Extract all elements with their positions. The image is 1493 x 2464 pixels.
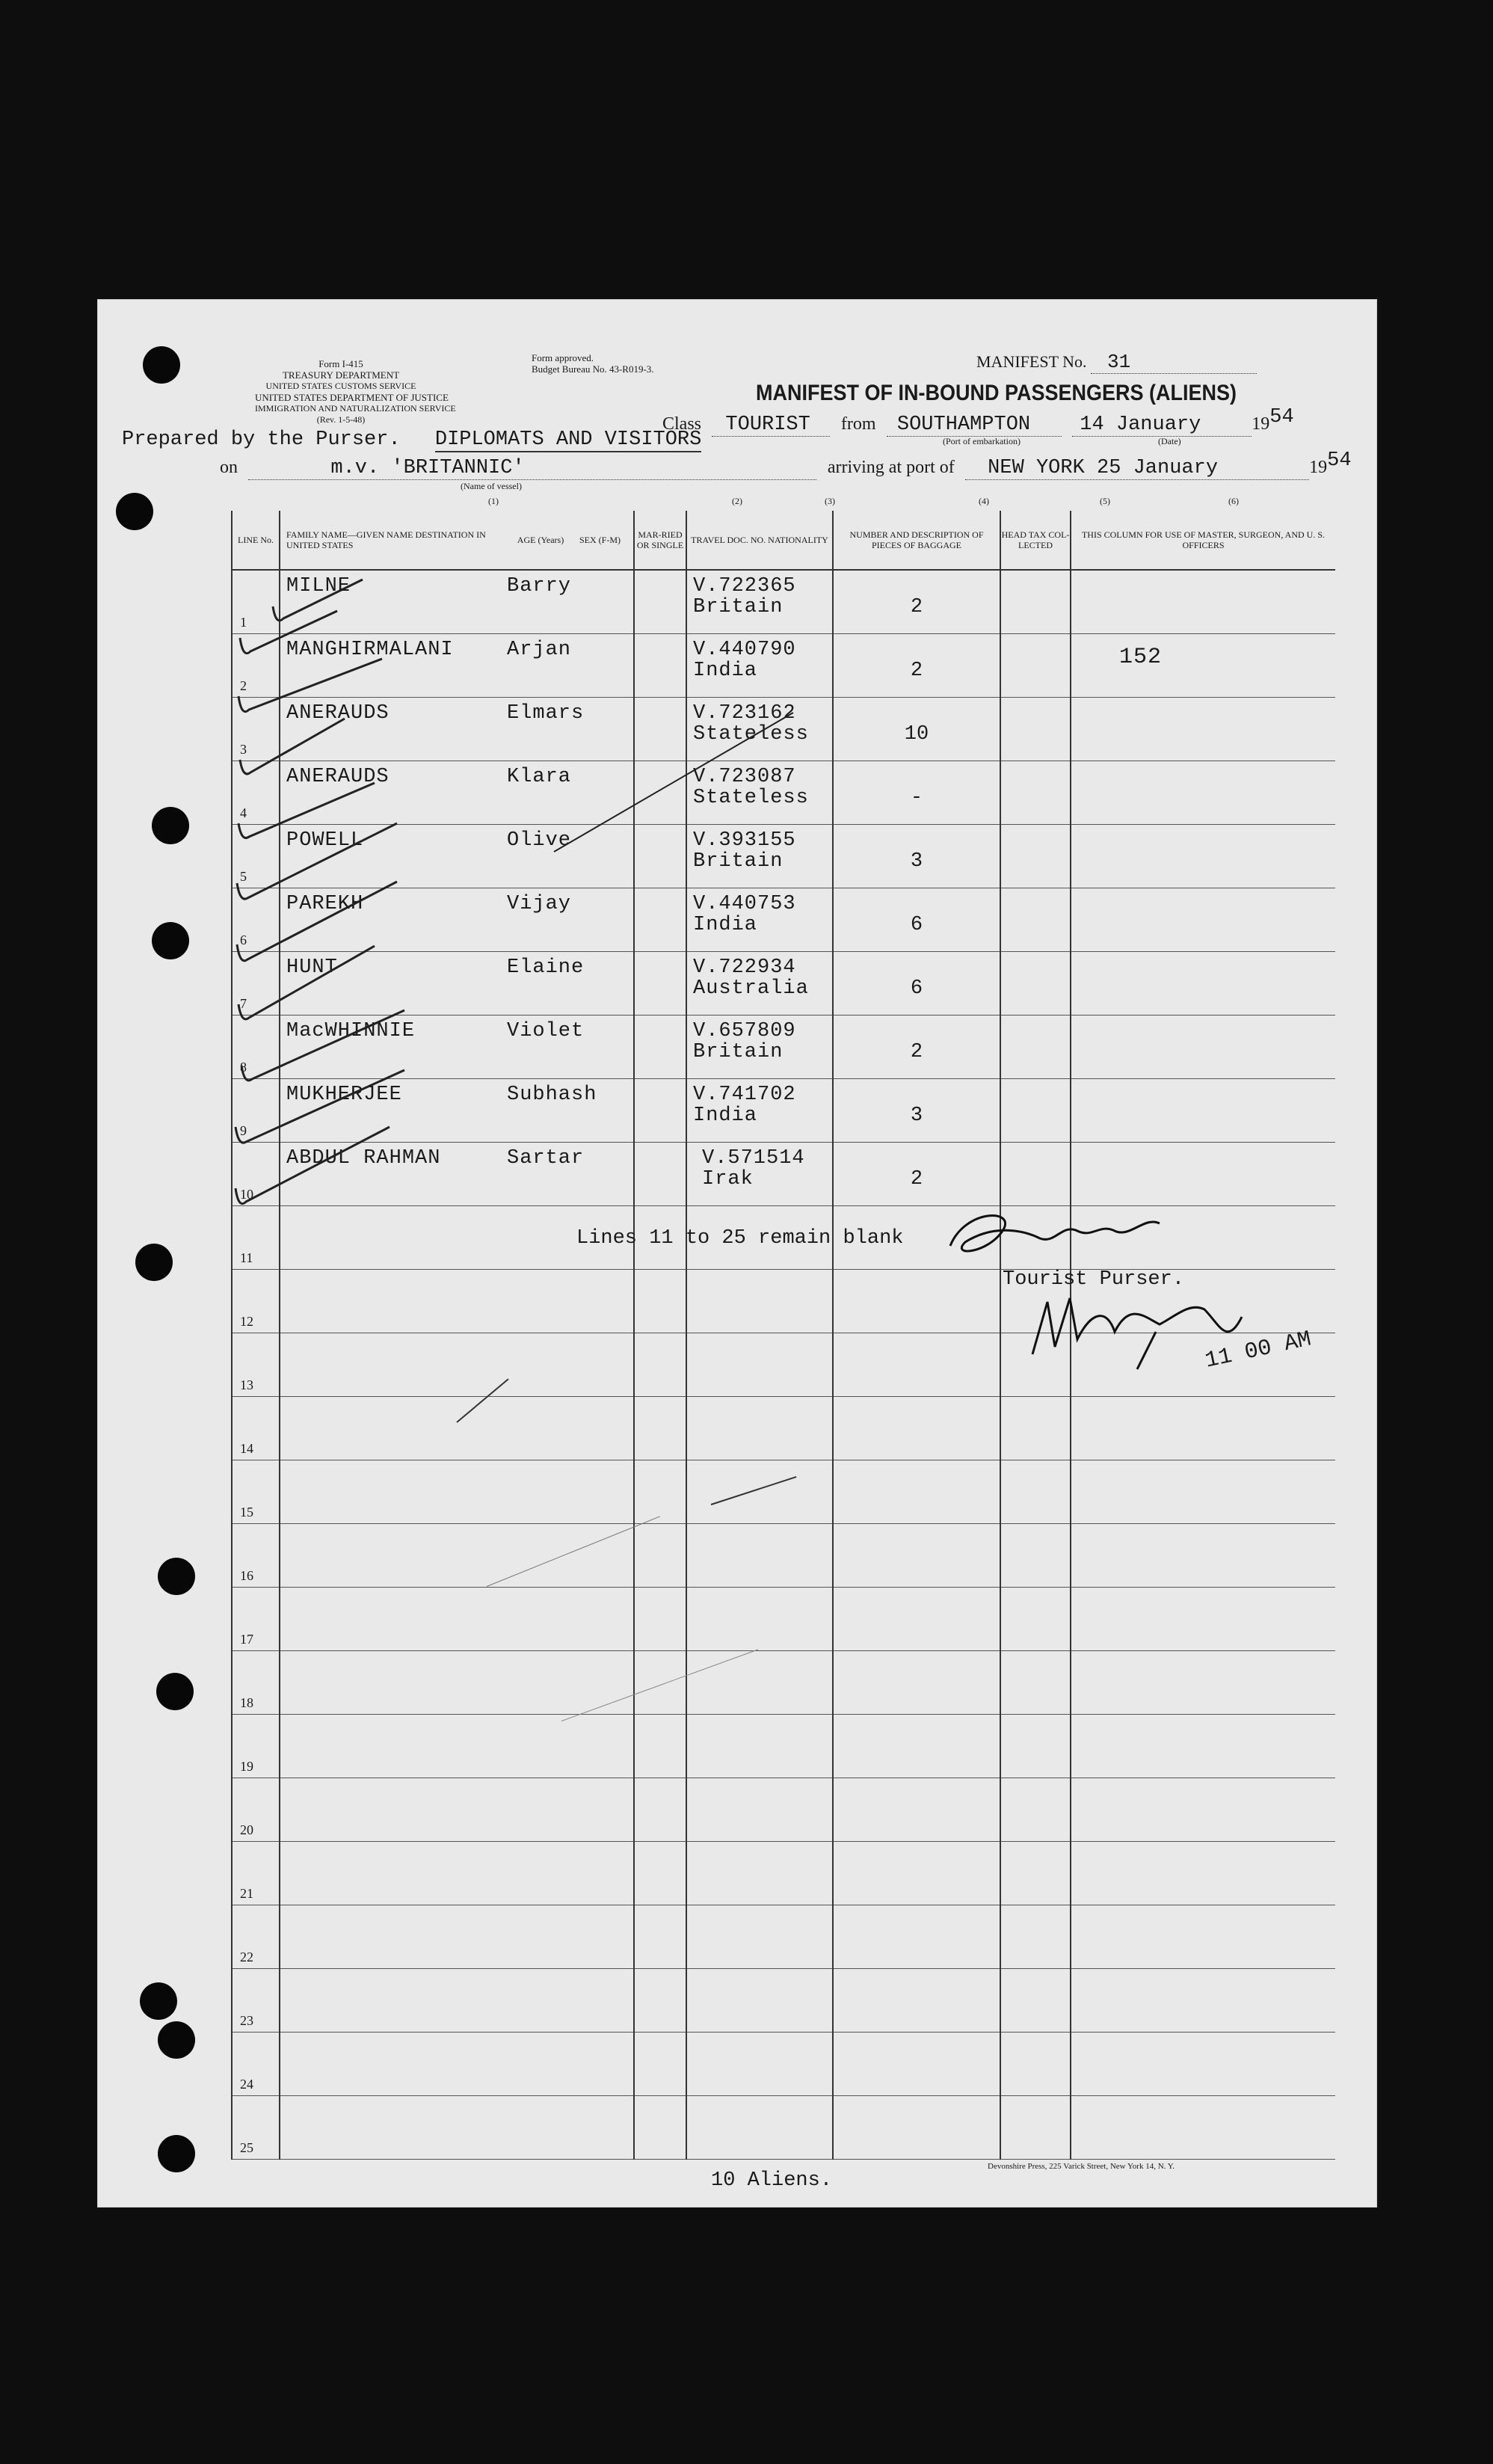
col-header-name: FAMILY NAME—GIVEN NAME DESTINATION IN UNITED STATES xyxy=(280,511,514,570)
travel-doc-no: V.722934 xyxy=(693,956,796,979)
given-name: Klara xyxy=(507,766,572,788)
baggage-count: 6 xyxy=(910,977,923,1000)
col-num-2: (2) xyxy=(732,496,742,506)
col-header-married: MAR-RIED OR SINGLE xyxy=(634,511,686,570)
given-name: Barry xyxy=(507,575,572,597)
col-num-1: (1) xyxy=(488,496,499,506)
family-name: POWELL xyxy=(286,829,364,852)
arrival-date: 25 January xyxy=(1097,457,1219,479)
table-row xyxy=(232,1651,1335,1715)
table-row xyxy=(232,2096,1335,2160)
punch-hole xyxy=(158,2021,195,2059)
col-num-3: (3) xyxy=(825,496,835,506)
col-num-6: (6) xyxy=(1228,496,1239,506)
prepared-label: Prepared by the Purser. xyxy=(122,428,401,451)
family-name: ABDUL RAHMAN xyxy=(286,1147,441,1170)
given-name: Violet xyxy=(507,1020,585,1042)
line-number: 15 xyxy=(240,1505,253,1520)
purser-signature xyxy=(935,1201,1175,1268)
line-number: 22 xyxy=(240,1950,253,1964)
col-num-4: (4) xyxy=(979,496,989,506)
table-row xyxy=(232,1969,1335,2033)
dept-treasury: TREASURY DEPARTMENT xyxy=(282,369,400,381)
line-number: 13 xyxy=(240,1377,253,1392)
family-name: HUNT xyxy=(286,956,338,979)
baggage-count: 2 xyxy=(910,1168,923,1190)
nationality: Stateless xyxy=(693,787,809,809)
blank-lines-note: Lines 11 to 25 remain blank xyxy=(576,1227,904,1250)
baggage-count: 10 xyxy=(904,723,929,746)
family-name: MANGHIRMALANI xyxy=(286,639,454,661)
date-caption: (Date) xyxy=(1158,436,1181,446)
line-number: 6 xyxy=(240,933,247,947)
embarkation-date: 14 January xyxy=(1072,414,1252,437)
arrival-year: 54 xyxy=(1327,449,1352,472)
nationality: Britain xyxy=(693,596,784,618)
arriving-label: arriving at port of xyxy=(827,458,955,477)
budget-bureau: Budget Bureau No. 43-R019-3. xyxy=(532,363,654,375)
line-number: 7 xyxy=(240,996,247,1011)
travel-doc-no: V.722365 xyxy=(693,575,796,597)
punch-hole xyxy=(152,922,189,959)
col-header-officers: THIS COLUMN FOR USE OF MASTER, SURGEON, AND U. S. OFFICERS xyxy=(1071,511,1335,570)
punch-hole xyxy=(152,807,189,844)
line-number: 16 xyxy=(240,1568,253,1583)
travel-doc-no: V.571514 xyxy=(702,1147,805,1170)
table-row xyxy=(232,1715,1335,1778)
line-number: 17 xyxy=(240,1632,253,1647)
table-row xyxy=(232,1524,1335,1588)
punch-hole xyxy=(156,1673,194,1710)
printer-imprint: Devonshire Press, 225 Varick Street, New York 14, N. Y. xyxy=(988,2162,1175,2171)
prepared-value: DIPLOMATS AND VISITORS xyxy=(434,428,702,451)
year-prefix: 19 xyxy=(1309,458,1328,477)
line-number: 11 xyxy=(240,1250,253,1265)
arrival-port: NEW YORK xyxy=(988,457,1085,479)
punch-hole xyxy=(135,1244,173,1281)
class-label: Class xyxy=(662,414,702,434)
year-prefix: 19 xyxy=(1252,414,1270,434)
baggage-count: 2 xyxy=(910,596,923,618)
nationality: India xyxy=(693,914,758,936)
embarkation-port: SOUTHAMPTON xyxy=(887,414,1062,437)
form-number: Form I-415 xyxy=(318,358,363,369)
line-number: 25 xyxy=(240,2140,253,2155)
line-number: 21 xyxy=(240,1886,253,1901)
given-name: Olive xyxy=(507,829,572,852)
embarkation-year: 54 xyxy=(1269,406,1294,428)
nationality: Irak xyxy=(702,1168,754,1190)
nationality: Stateless xyxy=(693,723,809,746)
nationality: Britain xyxy=(693,850,784,873)
class-value: TOURIST xyxy=(712,414,830,437)
punch-hole xyxy=(116,493,153,530)
line-number: 20 xyxy=(240,1822,253,1837)
punch-hole xyxy=(140,1982,177,2020)
col-header-sex: SEX (F-M) xyxy=(567,511,634,570)
travel-doc-no: V.741702 xyxy=(693,1084,796,1106)
line-number: 5 xyxy=(240,869,247,884)
given-name: Subhash xyxy=(507,1084,597,1106)
col-header-line: LINE No. xyxy=(232,511,280,570)
baggage-count: 3 xyxy=(910,1105,923,1127)
form-revision: (Rev. 1-5-48) xyxy=(316,414,366,425)
arrival-port-date xyxy=(965,457,1309,480)
line-number: 9 xyxy=(240,1123,247,1138)
table-row xyxy=(232,2033,1335,2096)
table-row xyxy=(232,1397,1335,1460)
baggage-count: 6 xyxy=(910,914,923,936)
family-name: ANERAUDS xyxy=(286,766,390,788)
nationality: Australia xyxy=(693,977,809,1000)
dept-justice: UNITED STATES DEPARTMENT OF JUSTICE xyxy=(255,392,449,403)
table-row xyxy=(232,1905,1335,1969)
baggage-count: 2 xyxy=(910,1041,923,1063)
baggage-count: - xyxy=(910,787,923,809)
port-caption: (Port of embarkation) xyxy=(943,436,1021,446)
vessel-caption: (Name of vessel) xyxy=(461,481,522,491)
family-name: ANERAUDS xyxy=(286,702,390,725)
family-name: PAREKH xyxy=(286,893,364,915)
dept-customs: UNITED STATES CUSTOMS SERVICE xyxy=(265,381,416,391)
punch-hole xyxy=(158,1558,195,1595)
line-number: 8 xyxy=(240,1060,247,1075)
table-row xyxy=(232,1460,1335,1524)
given-name: Sartar xyxy=(507,1147,585,1170)
manifest-page xyxy=(97,299,1377,2208)
baggage-count: 2 xyxy=(910,660,923,682)
nationality: India xyxy=(693,1105,758,1127)
time-stamp: 11 00 AM xyxy=(1203,1327,1314,1374)
travel-doc-no: V.440753 xyxy=(693,893,796,915)
line-number: 12 xyxy=(240,1314,253,1329)
from-label: from xyxy=(840,414,876,434)
travel-doc-no: V.393155 xyxy=(693,829,796,852)
dept-immigration: IMMIGRATION AND NATURALIZATION SERVICE xyxy=(255,403,456,414)
family-name: MILNE xyxy=(286,575,351,597)
family-name: MacWHINNIE xyxy=(286,1020,416,1042)
col-num-5: (5) xyxy=(1100,496,1110,506)
travel-doc-no: V.440790 xyxy=(693,639,796,661)
nationality: India xyxy=(693,660,758,682)
travel-doc-no: V.657809 xyxy=(693,1020,796,1042)
baggage-count: 3 xyxy=(910,850,923,873)
manifest-label: MANIFEST No. xyxy=(976,352,1087,371)
nationality: Britain xyxy=(693,1041,784,1063)
line-number: 24 xyxy=(240,2077,253,2092)
pen-stroke xyxy=(547,710,801,859)
col-header-baggage: NUMBER AND DESCRIPTION OF PIECES OF BAGGAGE xyxy=(833,511,1000,570)
form-approved: Form approved. xyxy=(532,352,594,363)
line-number: 18 xyxy=(240,1695,253,1710)
col-header-age: AGE (Years) xyxy=(514,511,567,570)
given-name: Elmars xyxy=(507,702,585,725)
line-number: 1 xyxy=(240,615,247,630)
line-number: 19 xyxy=(240,1759,253,1774)
col-header-head-tax: HEAD TAX COL-LECTED xyxy=(1000,511,1071,570)
manifest-number: 31 xyxy=(1091,351,1257,374)
given-name: Elaine xyxy=(507,956,585,979)
col-header-travel-doc: TRAVEL DOC. NO. NATIONALITY xyxy=(686,511,833,570)
table-row xyxy=(232,1778,1335,1842)
line-number: 10 xyxy=(240,1187,253,1202)
aliens-count: 10 Aliens. xyxy=(711,2169,833,2192)
line-number: 2 xyxy=(240,678,247,693)
checkmark-icon xyxy=(225,577,419,1235)
travel-doc-no: V.723162 xyxy=(693,702,796,725)
punch-hole xyxy=(143,346,180,384)
table-row xyxy=(232,1588,1335,1651)
travel-doc-no: V.723087 xyxy=(693,766,796,788)
given-name: Arjan xyxy=(507,639,572,661)
given-name: Vijay xyxy=(507,893,572,915)
table-row xyxy=(232,1842,1335,1905)
vessel-name: m.v. 'BRITANNIC' xyxy=(248,457,816,480)
on-label: on xyxy=(220,458,238,477)
family-name: MUKHERJEE xyxy=(286,1084,402,1106)
table-header-row xyxy=(232,511,1335,570)
purser-title: Tourist Purser. xyxy=(1003,1268,1185,1291)
punch-hole xyxy=(158,2135,195,2172)
line-number: 4 xyxy=(240,805,247,820)
officer-note: 152 xyxy=(1119,645,1163,670)
line-number: 14 xyxy=(240,1441,253,1456)
line-number: 23 xyxy=(240,2013,253,2028)
line-number: 3 xyxy=(240,742,247,757)
manifest-title: MANIFEST OF IN-BOUND PASSENGERS (ALIENS) xyxy=(756,381,1237,405)
